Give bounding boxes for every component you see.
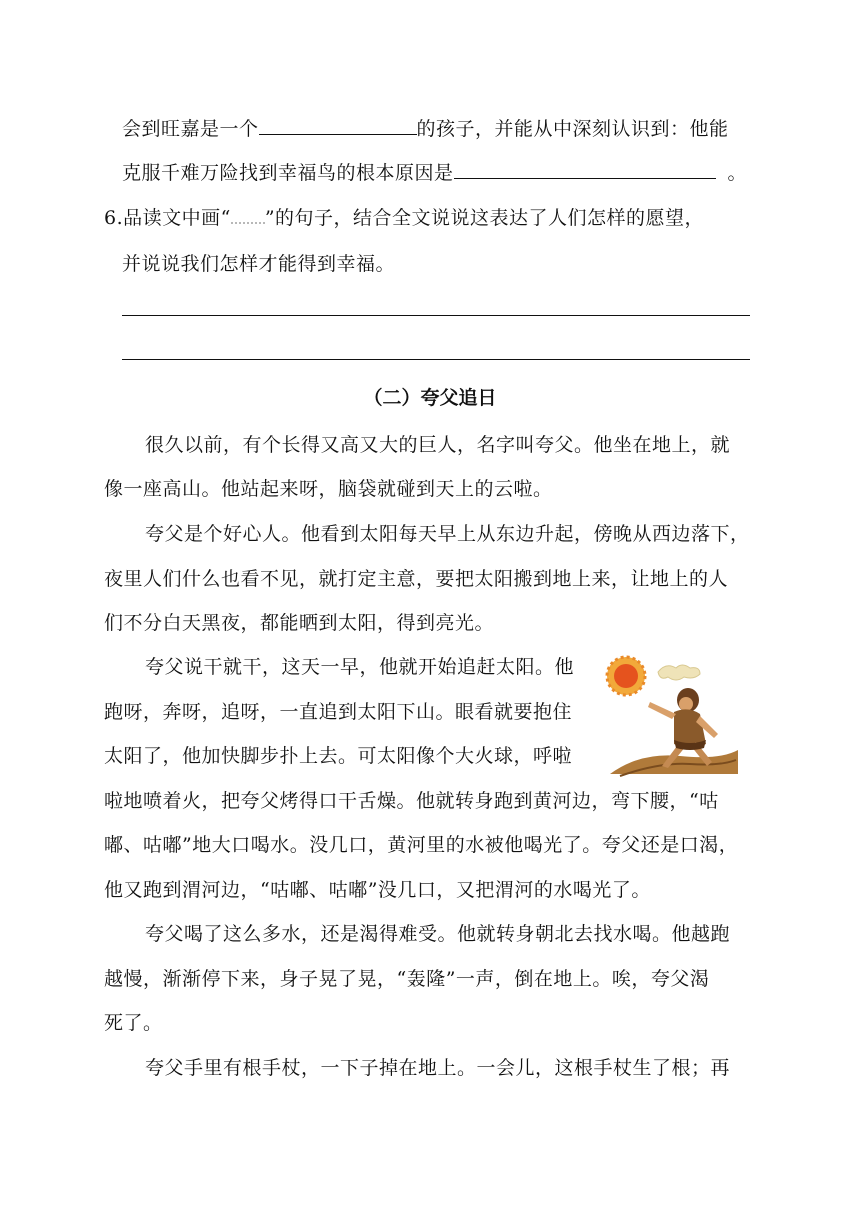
q5-line-2-pre: 克服千难万险找到幸福鸟的根本原因是 [122, 162, 454, 184]
story-p4-l3: 死了。 [104, 1012, 163, 1034]
q5-line-1-post: 的孩子，并能从中深刻认识到：他能 [416, 118, 729, 140]
q6-line-1 [104, 206, 704, 230]
story-p3-l3: 太阳了，他加快脚步扑上去。可太阳像个大火球，呼啦 [104, 745, 573, 767]
answer-line-2[interactable] [122, 359, 750, 360]
q5-line-1 [122, 116, 729, 141]
story-p3-l2: 跑呀，奔呀，追呀，一直追到太阳下山。眼看就要抱住 [104, 701, 573, 723]
story-p2-l2: 夜里人们什么也看不见，就打定主意，要把太阳搬到地上来，让地上的人 [104, 568, 729, 590]
q5-line-1-pre: 会到旺嘉是一个 [122, 118, 259, 140]
q5-blank-1[interactable] [259, 116, 417, 135]
story-p2-l3: 们不分白天黑夜，都能晒到太阳，得到亮光。 [104, 612, 495, 634]
q6-line-2: 并说说我们怎样才能得到幸福。 [122, 253, 396, 275]
story-p4-l1: 夸父喝了这么多水，还是渴得难受。他就转身朝北去找水喝。他越跑 [145, 923, 731, 945]
q5-line-2-post: 。 [727, 162, 748, 184]
story-p4-l2: 越慢，渐渐停下来，身子晃了晃，“轰隆”一声，倒在地上。唉，夸父渴 [104, 968, 710, 990]
kuafu-illustration [600, 654, 740, 784]
story-p3-l1: 夸父说干就干，这天一早，他就开始追赶太阳。他 [145, 656, 575, 678]
story-p1-l1: 很久以前，有个长得又高又大的巨人，名字叫夸父。他坐在地上，就 [145, 434, 731, 456]
story-p3-l6: 他又跑到渭河边，“咕嘟、咕嘟”没几口，又把渭河的水喝光了。 [104, 879, 651, 901]
q6-line-1-post: ”的句子，结合全文说说这表达了人们怎样的愿望， [264, 207, 705, 229]
answer-line-1[interactable] [122, 315, 750, 316]
story-p1-l2: 像一座高山。他站起来呀，脑袋就碰到天上的云啦。 [104, 478, 553, 500]
story-p3-l5: 嘟、咕嘟”地大口喝水。没几口，黄河里的水被他喝光了。夸父还是口渴， [104, 834, 739, 856]
q6-line-1-pre: 6.品读文中画“ [104, 207, 231, 229]
story-p5-l1: 夸父手里有根手杖，一下子掉在地上。一会儿，这根手杖生了根；再 [145, 1057, 731, 1079]
wavy-underline-icon [231, 206, 265, 224]
q5-blank-2[interactable] [454, 160, 716, 179]
q5-line-2 [122, 160, 747, 185]
sun-icon [607, 657, 645, 695]
section-title: （二）夸父追日 [363, 387, 497, 409]
cloud-icon [658, 665, 700, 680]
story-p3-l4: 啦地喷着火，把夸父烤得口干舌燥。他就转身跑到黄河边，弯下腰，“咕 [104, 790, 719, 812]
story-p2-l1: 夸父是个好心人。他看到太阳每天早上从东边升起，傍晚从西边落下， [145, 523, 750, 545]
